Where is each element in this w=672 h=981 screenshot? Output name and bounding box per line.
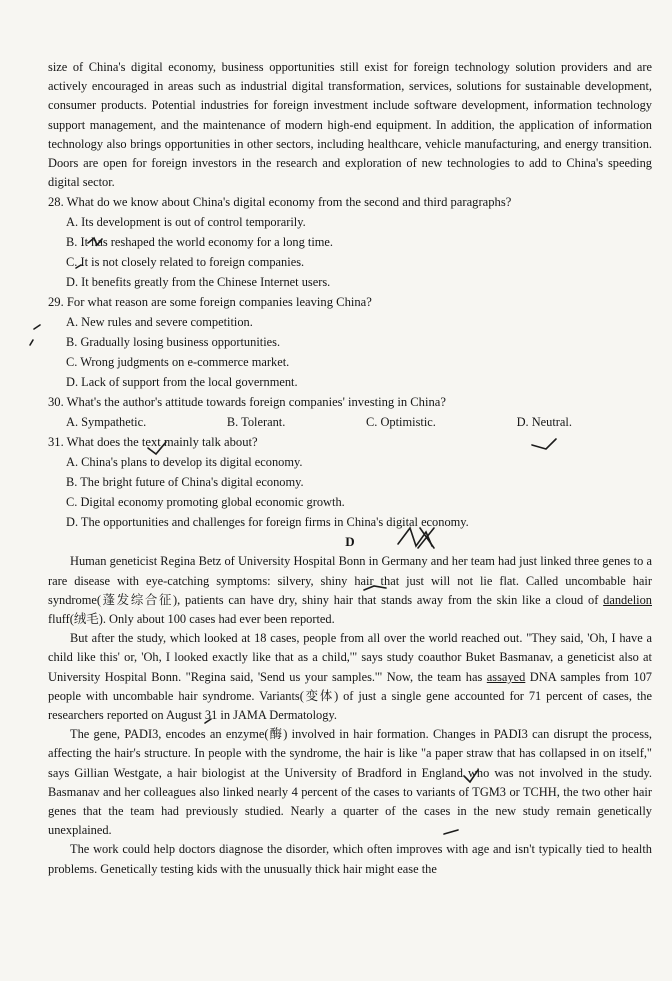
text-run: Human geneticist Regina Betz of University Hospital Bonn in Germany and her team had just linked three genes to a rare disease with eye-catching symptoms: silvery, shiny hair that just will not lie flat. Called uncombable hair syndrome(蓬发综合征), patients can have dry, shiny hair that stands away from the skin like a cloud of (48, 554, 652, 607)
option-b: B. Gradually losing business opportunities. (66, 335, 281, 350)
option-a: A. New rules and severe competition. (66, 315, 253, 330)
option-a: A. China's plans to develop its digital economy. (66, 455, 303, 470)
question-28 (48, 192, 652, 292)
option-a: A. Its development is out of control temporarily. (66, 215, 306, 230)
question-stem: 29. For what reason are some foreign companies leaving China? (48, 295, 372, 310)
text-run: fluff(绒毛). Only about 100 cases had ever been reported. (48, 612, 335, 627)
question-29 (48, 292, 652, 392)
question-stem: 28. What do we know about China's digital economy from the second and third paragraphs? (48, 195, 512, 210)
option-c: C. Optimistic. (366, 415, 436, 430)
question-31 (48, 432, 652, 532)
option-b: B. It has reshaped the world economy for a long time. (66, 235, 334, 250)
option-row (48, 412, 652, 432)
option-d: D. The opportunities and challenges for foreign firms in China's digital economy. (66, 515, 469, 530)
option-b: B. Tolerant. (226, 415, 286, 430)
passage-d-paragraph-2 (48, 629, 652, 725)
text-run: But after the study, which looked at 18 cases, people from all over the world reached out. "They said, 'Oh, I have a child like this' or, 'Oh, I looked exactly like that as a child,'" says study coauthor Buket Basmanav, a geneticist also at University Hospital Bonn. "Regina said, 'Send us your samples.'" Now, the team has (48, 631, 652, 684)
passage-d-paragraph-4: The work could help doctors diagnose the disorder, which often improves with age and isn't typically tied to health problems. Genetically testing kids with the unusually thick hair might ease the (48, 842, 652, 876)
text-run: DNA samples from 107 people with uncombable hair syndrome. Variants(变体) of just a single gene accounted for 71 percent of cases, the researchers reported on August 31 in JAMA Dermatology. (48, 669, 652, 723)
question-stem: 30. What's the author's attitude towards foreign companies' investing in China? (48, 395, 446, 410)
passage-c-final-paragraph: size of China's digital economy, business opportunities still exist for foreign technology solution providers and are actively encouraged in areas such as industrial digital transformation, services, solutions for sustainable development, consumer products. Potential industries for foreign investment include software development, information technology support management, and the maintenance of modern high-end equipment. In addition, the application of information technology also brings opportunities in other sectors, including healthcare, vehicle manufacturing, and energy transition. Doors are open for foreign investors in the research and exploration of new technologies to add to China's speeding digital sector. (48, 60, 652, 190)
passage-d-paragraph-1 (48, 552, 652, 629)
underlined-word-assayed: assayed (486, 669, 526, 684)
underlined-word-dandelion: dandelion (603, 592, 652, 607)
option-c: C. It is not closely related to foreign companies. (66, 255, 305, 270)
option-c: C. Digital economy promoting global economic growth. (66, 495, 345, 510)
question-30 (48, 392, 652, 432)
option-d: D. It benefits greatly from the Chinese Internet users. (66, 275, 331, 290)
option-b: B. The bright future of China's digital economy. (66, 475, 304, 490)
passage-d-paragraph-3: The gene, PADI3, encodes an enzyme(酶) involved in hair formation. Changes in PADI3 can disrupt the process, affecting the hair's structure. In people with the syndrome, the hair is like "a paper straw that has collapsed in on itself," says Gillian Westgate, a hair biologist at the University of Bradford in England who was not involved in the study. Basmanav and her colleagues also linked nearly 4 percent of the cases to variants of TGM3 or TCHH, the two other hair genes that the team had previously studied. Nearly a quarter of the cases in the new study remain genetically unexplained. (48, 727, 652, 838)
option-c: C. Wrong judgments on e-commerce market. (66, 355, 290, 370)
section-heading-d: D (345, 534, 355, 550)
question-stem: 31. What does the text mainly talk about? (48, 435, 258, 450)
option-a: A. Sympathetic. (66, 415, 147, 430)
option-d: D. Neutral. (516, 415, 572, 430)
option-d: D. Lack of support from the local government. (66, 375, 298, 390)
